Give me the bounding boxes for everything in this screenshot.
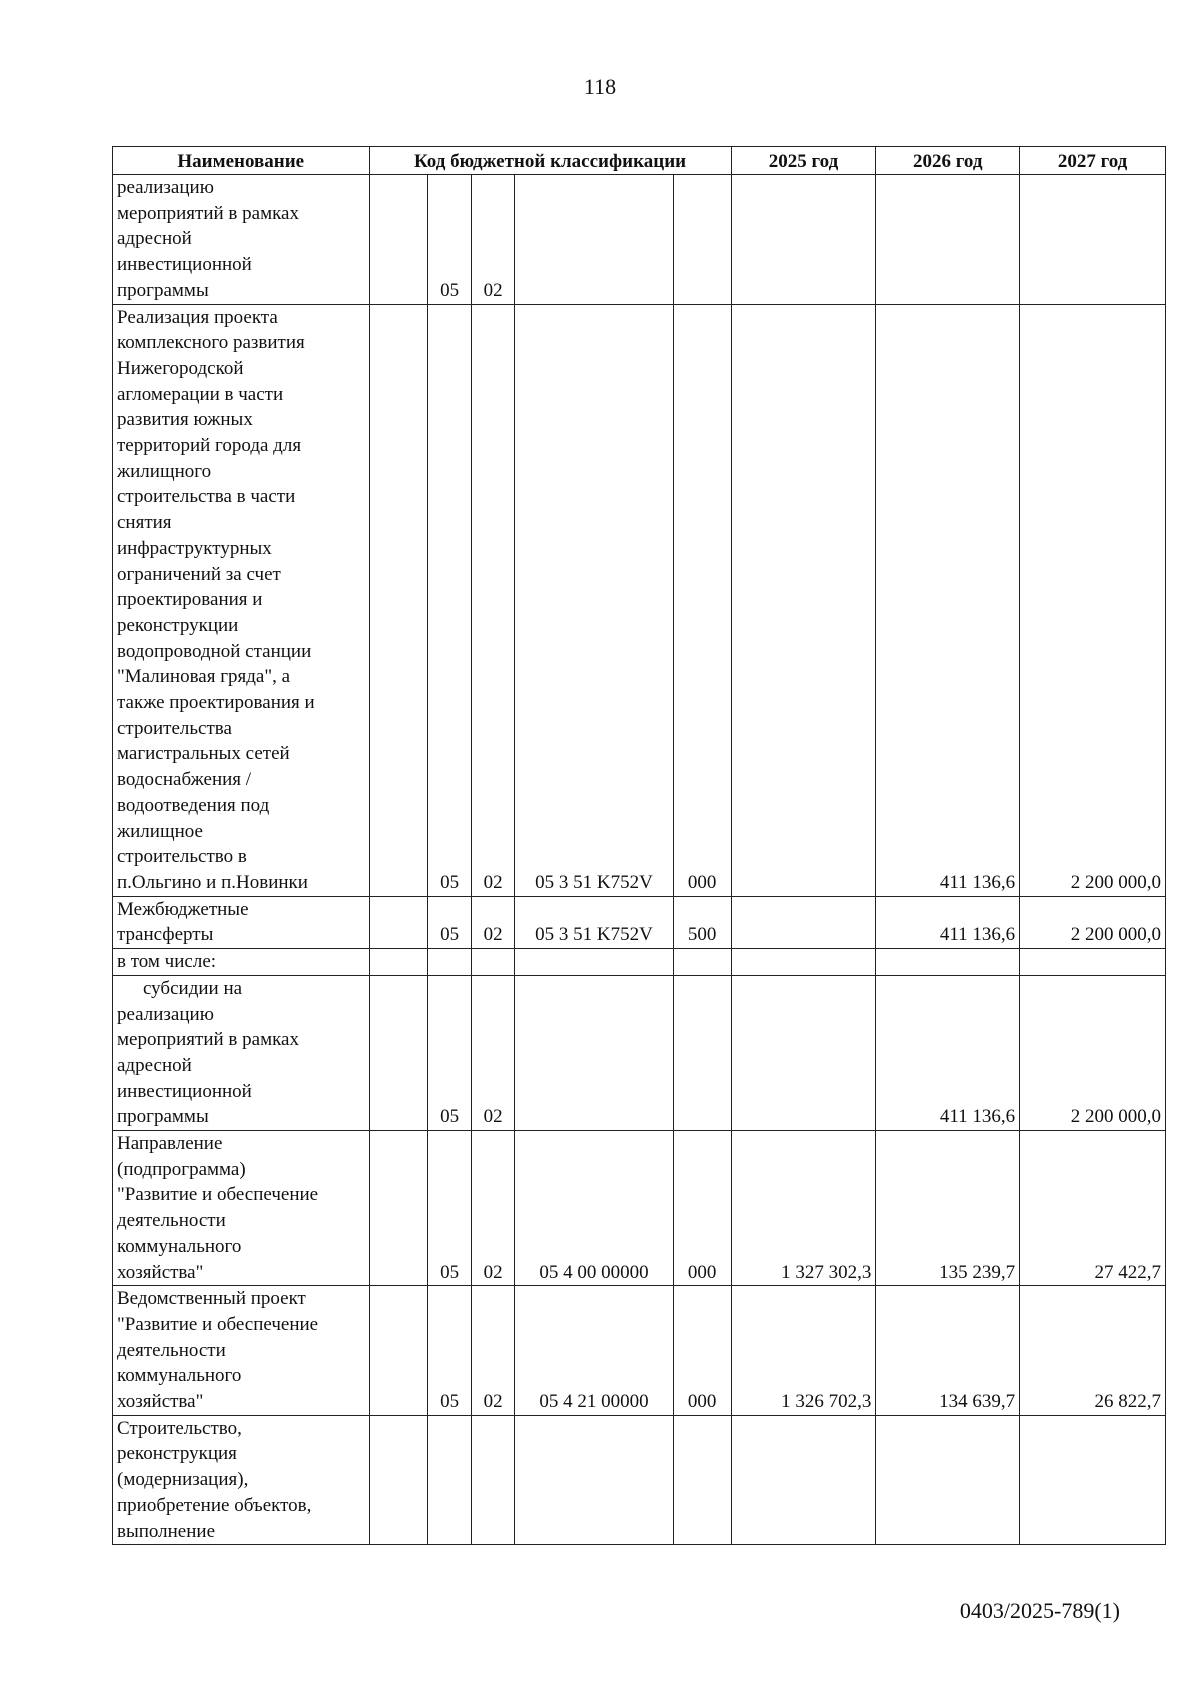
section-code-cell: 05: [428, 175, 471, 305]
section-code-cell: 05: [428, 896, 471, 948]
name-cell: [113, 975, 370, 1130]
name-line: программы: [117, 1106, 209, 1128]
table-row: [113, 975, 1166, 1130]
name-line: жилищного: [117, 460, 212, 482]
name-line: адресной: [117, 228, 192, 250]
name-line: коммунального: [117, 1365, 242, 1387]
name-line: инвестиционной: [117, 254, 252, 276]
name-line: (подпрограмма): [117, 1158, 246, 1180]
subsection-code-cell: [471, 949, 514, 976]
amount-2027-cell: [1020, 175, 1166, 305]
subsection-code-cell: 02: [471, 304, 514, 896]
subsection-code-cell: 02: [471, 175, 514, 305]
page-number: 118: [583, 74, 617, 99]
header-2027: 2027 год: [1020, 147, 1166, 175]
name-line: коммунального: [117, 1235, 242, 1257]
name-line: территорий города для: [117, 435, 302, 457]
table-row: [113, 1286, 1166, 1416]
budget-table: [112, 146, 1166, 1545]
amount-2026-cell: [876, 175, 1020, 305]
name-line: строительства в части: [117, 486, 296, 508]
name-cell: [113, 304, 370, 896]
subsection-code-cell: 02: [471, 896, 514, 948]
target-article-cell: 05 4 21 00000: [515, 1286, 673, 1416]
amount-2025-cell: [731, 175, 876, 305]
name-line: Межбюджетные: [117, 898, 249, 920]
code-cell-1: [369, 1415, 428, 1545]
amount-2026-cell: [876, 1415, 1020, 1545]
name-line: водопроводной станции: [117, 640, 312, 662]
amount-2025-cell: [731, 975, 876, 1130]
name-line: Реализация проекта: [117, 306, 278, 328]
section-code-cell: 05: [428, 304, 471, 896]
name-line: реконструкции: [117, 614, 239, 636]
expense-type-cell: [673, 1415, 731, 1545]
code-cell-1: [369, 896, 428, 948]
amount-2027-cell: [1020, 949, 1166, 976]
name-line: строительство в: [117, 846, 247, 868]
section-code-cell: 05: [428, 1286, 471, 1416]
name-line: проектирования и: [117, 589, 263, 611]
name-line: программы: [117, 279, 209, 301]
amount-2026-cell: [876, 949, 1020, 976]
amount-2025-cell: 1 326 702,3: [731, 1286, 876, 1416]
target-article-cell: 05 3 51 K752V: [515, 304, 673, 896]
table-row: [113, 1415, 1166, 1545]
document-number: 0403/2025-789(1): [959, 1598, 1120, 1623]
table-row: [113, 175, 1166, 305]
target-article-cell: 05 3 51 K752V: [515, 896, 673, 948]
section-code-cell: 05: [428, 1131, 471, 1286]
table-header-row: [113, 147, 1166, 175]
name-line: реализацию: [117, 1003, 214, 1025]
code-cell-1: [369, 1131, 428, 1286]
name-line: выполнение: [117, 1520, 216, 1542]
name-line: реконструкция: [117, 1443, 237, 1465]
amount-2025-cell: [731, 1415, 876, 1545]
amount-2027-cell: 2 200 000,0: [1020, 975, 1166, 1130]
amount-2027-cell: 27 422,7: [1020, 1131, 1166, 1286]
target-article-cell: [515, 1415, 673, 1545]
code-cell-1: [369, 175, 428, 305]
name-line: Нижегородской: [117, 357, 244, 379]
name-cell: [113, 949, 370, 976]
table-body: [113, 175, 1166, 1545]
name-line: хозяйства": [117, 1261, 204, 1283]
header-name: Наименование: [113, 147, 370, 175]
amount-2026-cell: 134 639,7: [876, 1286, 1020, 1416]
header-2026: 2026 год: [876, 147, 1020, 175]
name-line: развития южных: [117, 409, 253, 431]
name-line: инвестиционной: [117, 1080, 252, 1102]
name-line: мероприятий в рамках: [117, 202, 299, 224]
subsection-code-cell: 02: [471, 1286, 514, 1416]
amount-2027-cell: 2 200 000,0: [1020, 304, 1166, 896]
name-cell: [113, 896, 370, 948]
expense-type-cell: [673, 175, 731, 305]
name-line: мероприятий в рамках: [117, 1029, 299, 1051]
name-line: (модернизация),: [117, 1469, 249, 1491]
name-line: реализацию: [117, 177, 214, 198]
subsection-code-cell: 02: [471, 1131, 514, 1286]
expense-type-cell: 000: [673, 1131, 731, 1286]
name-line: Направление: [117, 1133, 223, 1155]
code-cell-1: [369, 975, 428, 1130]
amount-2026-cell: 411 136,6: [876, 975, 1020, 1130]
name-line: Строительство,: [117, 1417, 242, 1439]
name-line: жилищное: [117, 820, 203, 842]
name-line: "Развитие и обеспечение: [117, 1184, 319, 1206]
section-code-cell: [428, 949, 471, 976]
name-line: инфраструктурных: [117, 537, 272, 559]
amount-2026-cell: 411 136,6: [876, 896, 1020, 948]
header-code: Код бюджетной классификации: [369, 147, 731, 175]
name-line: адресной: [117, 1054, 192, 1076]
table-row: [113, 1131, 1166, 1286]
section-code-cell: [428, 1415, 471, 1545]
amount-2026-cell: 135 239,7: [876, 1131, 1020, 1286]
target-article-cell: [515, 175, 673, 305]
name-line: "Малиновая гряда", а: [117, 666, 291, 688]
name-line: деятельности: [117, 1210, 226, 1232]
code-cell-1: [369, 304, 428, 896]
table-row: [113, 949, 1166, 976]
expense-type-cell: [673, 949, 731, 976]
expense-type-cell: 000: [673, 1286, 731, 1416]
amount-2026-cell: 411 136,6: [876, 304, 1020, 896]
table-row: [113, 304, 1166, 896]
name-line: снятия: [117, 512, 172, 534]
name-line: водоснабжения /: [117, 769, 252, 791]
name-line: п.Ольгино и п.Новинки: [117, 871, 308, 893]
subsection-code-cell: 02: [471, 975, 514, 1130]
target-article-cell: [515, 949, 673, 976]
name-line: комплексного развития: [117, 332, 305, 354]
amount-2025-cell: [731, 896, 876, 948]
name-line: в том числе:: [117, 951, 217, 973]
amount-2025-cell: 1 327 302,3: [731, 1131, 876, 1286]
code-cell-1: [369, 1286, 428, 1416]
header-2025: 2025 год: [731, 147, 876, 175]
name-line: приобретение объектов,: [117, 1494, 312, 1516]
target-article-cell: [515, 975, 673, 1130]
section-code-cell: 05: [428, 975, 471, 1130]
name-line: "Развитие и обеспечение: [117, 1313, 319, 1335]
name-line: Ведомственный проект: [117, 1288, 306, 1310]
subsection-code-cell: [471, 1415, 514, 1545]
amount-2027-cell: [1020, 1415, 1166, 1545]
expense-type-cell: 500: [673, 896, 731, 948]
name-line: хозяйства": [117, 1391, 204, 1413]
name-cell: [113, 1131, 370, 1286]
expense-type-cell: [673, 975, 731, 1130]
code-cell-1: [369, 949, 428, 976]
amount-2025-cell: [731, 304, 876, 896]
name-line: деятельности: [117, 1339, 226, 1361]
name-cell: [113, 175, 370, 305]
name-line: ограничений за счет: [117, 563, 281, 585]
amount-2025-cell: [731, 949, 876, 976]
name-line: трансферты: [117, 924, 214, 946]
amount-2027-cell: 2 200 000,0: [1020, 896, 1166, 948]
name-line: также проектирования и: [117, 692, 315, 714]
name-line: строительства: [117, 717, 232, 739]
name-cell: [113, 1286, 370, 1416]
name-line: агломерации в части: [117, 383, 284, 405]
amount-2027-cell: 26 822,7: [1020, 1286, 1166, 1416]
name-line: водоотведения под: [117, 794, 270, 816]
target-article-cell: 05 4 00 00000: [515, 1131, 673, 1286]
table-row: [113, 896, 1166, 948]
name-cell: [113, 1415, 370, 1545]
name-line: магистральных сетей: [117, 743, 290, 765]
name-line: субсидии на: [143, 977, 243, 999]
expense-type-cell: 000: [673, 304, 731, 896]
